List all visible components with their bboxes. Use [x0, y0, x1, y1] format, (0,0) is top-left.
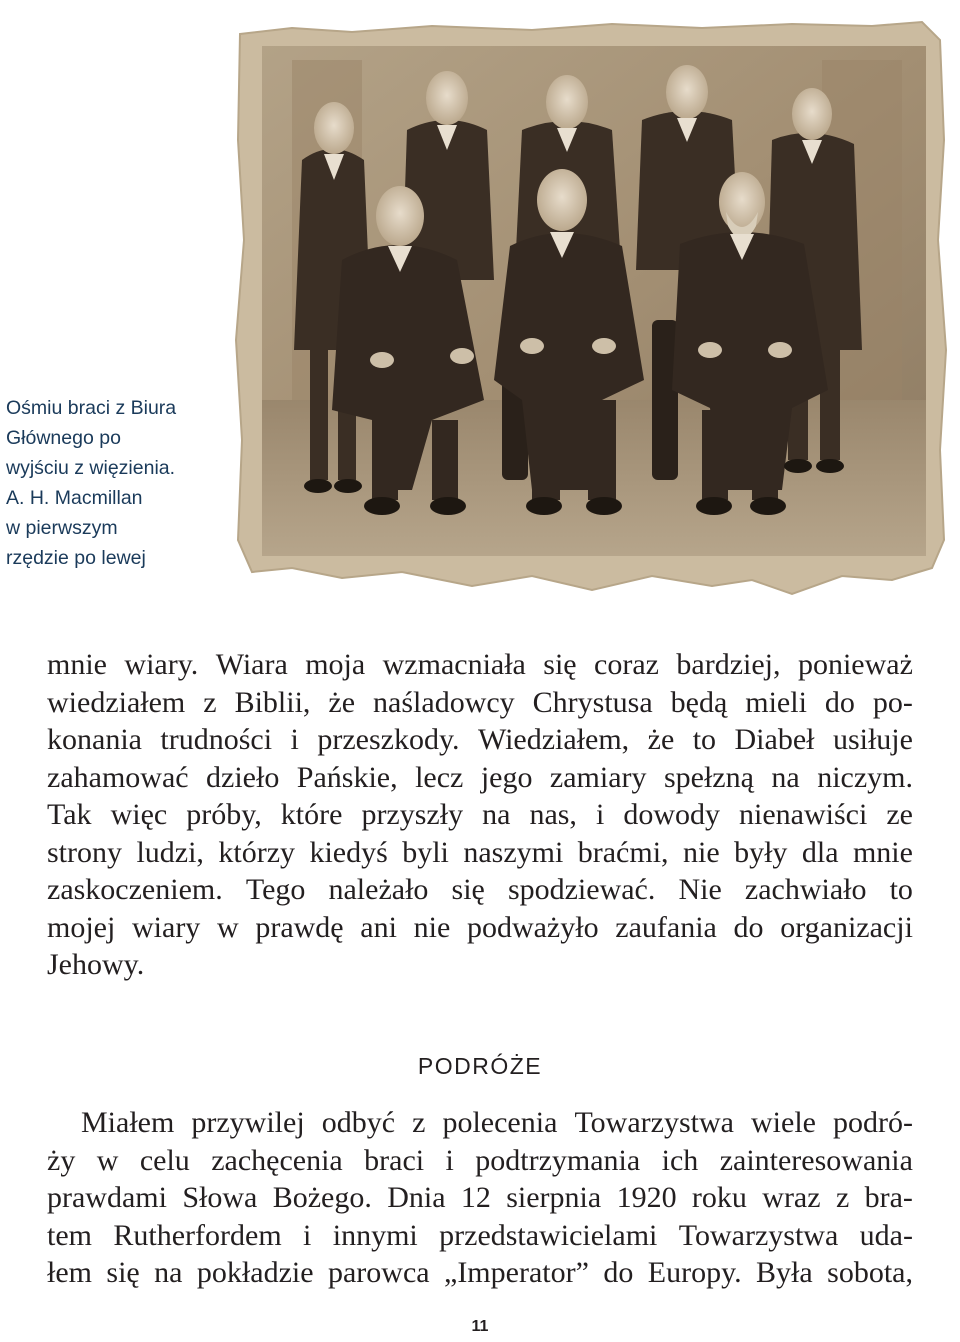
word: ży — [47, 1143, 76, 1177]
word: należało — [328, 873, 429, 906]
text-line — [47, 1217, 913, 1255]
word: braci — [364, 1143, 425, 1177]
word: do — [824, 685, 855, 719]
word: Biblii, — [234, 685, 311, 719]
word: organizacji — [780, 910, 913, 944]
word: Wiara — [215, 648, 288, 681]
word: wiary — [132, 910, 201, 944]
word: zahamować — [47, 760, 189, 794]
word: sierpnia — [506, 1181, 602, 1214]
word: Tak — [47, 798, 92, 831]
word: Dnia — [387, 1181, 446, 1214]
word: usiłuje — [832, 723, 913, 756]
text-line — [47, 946, 913, 984]
word: mojej — [47, 910, 116, 944]
word: na — [154, 1256, 183, 1289]
word: byli — [402, 835, 449, 869]
word: wiedziałem — [47, 685, 186, 719]
word: do — [733, 910, 764, 944]
word: zachwiało — [744, 873, 867, 906]
word: kiedyś — [309, 835, 388, 869]
word: bardziej, — [676, 648, 781, 681]
word: dzieło — [206, 760, 280, 794]
word: Tego — [245, 873, 306, 906]
body-paragraph-1 — [47, 646, 913, 984]
word: z — [412, 1106, 426, 1139]
text-line — [47, 796, 913, 834]
word: niczym. — [817, 760, 913, 794]
word: podró- — [833, 1106, 913, 1139]
word: Europy. — [647, 1256, 742, 1289]
word: sobota, — [827, 1256, 913, 1289]
word: wzmacniała — [382, 648, 526, 681]
word: wiele — [751, 1106, 816, 1139]
word: Miałem — [81, 1106, 175, 1139]
word: zaskoczeniem. — [47, 873, 223, 906]
word: ponieważ — [797, 648, 913, 681]
word: spodziewać. — [507, 873, 656, 906]
word: na — [482, 798, 511, 831]
word: Jehowy. — [47, 948, 145, 981]
word: lecz — [415, 760, 464, 794]
text-line — [47, 1179, 913, 1217]
word: polecenia — [442, 1106, 558, 1139]
word: więc — [110, 798, 168, 831]
word: się — [543, 648, 577, 681]
text-line — [47, 834, 913, 872]
word: 1920 — [616, 1181, 677, 1214]
word: po- — [872, 685, 913, 719]
text-line — [47, 1142, 913, 1180]
word: Nie — [678, 873, 722, 906]
word: spełzną — [663, 760, 754, 794]
word: parowca — [327, 1256, 430, 1289]
word: że — [328, 685, 356, 719]
word: tem — [47, 1218, 92, 1252]
word: się — [451, 873, 485, 906]
word: braćmi, — [577, 835, 669, 869]
word: naszymi — [463, 835, 564, 869]
word: ani — [360, 910, 397, 944]
caption-line: rzędzie po lewej — [6, 547, 146, 569]
word: przeszkody. — [317, 723, 460, 756]
body-paragraph-2 — [47, 1104, 913, 1292]
word: przedstawicielami — [439, 1218, 658, 1252]
text-line — [47, 871, 913, 909]
word: celu — [139, 1143, 190, 1177]
word: nie — [413, 910, 451, 944]
word: mnie — [47, 648, 107, 681]
word: ich — [661, 1143, 699, 1177]
word: uda- — [859, 1218, 913, 1252]
caption-line: Ośmiu braci z Biura — [6, 397, 177, 419]
word: Bożego. — [272, 1181, 372, 1214]
word: Słowa — [182, 1181, 258, 1214]
word: wraz — [762, 1181, 821, 1214]
word: które — [280, 798, 343, 831]
word: to — [692, 723, 717, 756]
word: Towarzystwa — [574, 1106, 734, 1139]
caption-line: w pierwszym — [6, 517, 118, 539]
word: wiary. — [124, 648, 199, 681]
word: mieli — [745, 685, 807, 719]
word: i — [445, 1143, 454, 1177]
word: się — [106, 1256, 140, 1289]
text-line — [47, 909, 913, 947]
word: przyszły — [361, 798, 464, 831]
word: przywilej — [191, 1106, 305, 1139]
word: zamiary — [549, 760, 647, 794]
word: do — [603, 1256, 634, 1289]
word: trudności — [160, 723, 273, 756]
word: w — [96, 1143, 119, 1177]
word: konania — [47, 723, 142, 756]
word: z — [203, 685, 217, 719]
word: Rutherfordem — [113, 1218, 282, 1252]
word: 12 — [460, 1181, 491, 1214]
word: nienawiści — [739, 798, 868, 831]
photo-caption — [6, 393, 226, 573]
page-number: 11 — [471, 1318, 489, 1335]
word: podważyło — [466, 910, 599, 944]
text-line — [47, 646, 913, 684]
word: w — [216, 910, 239, 944]
word: Pańskie, — [296, 760, 398, 794]
text-line — [47, 1254, 913, 1292]
word: na — [771, 760, 800, 794]
word: ze — [886, 798, 913, 831]
word: bra- — [864, 1181, 913, 1214]
word: prawdę — [255, 910, 344, 944]
word: mnie — [852, 835, 913, 869]
word: Diabeł — [734, 723, 815, 756]
word: dla — [801, 835, 839, 869]
word: i — [290, 723, 299, 756]
word: nas, — [529, 798, 577, 831]
word: zachęcenia — [211, 1143, 343, 1177]
word: łem — [47, 1256, 92, 1289]
word: prawdami — [47, 1181, 167, 1214]
word: innymi — [332, 1218, 418, 1252]
text-line — [47, 721, 913, 759]
caption-line: Głównego po — [6, 427, 121, 449]
word: próby, — [186, 798, 262, 831]
word: były — [734, 835, 788, 869]
word: jego — [480, 760, 533, 794]
word: strony — [47, 835, 122, 869]
text-line — [47, 684, 913, 722]
word: dowody — [623, 798, 720, 831]
section-heading: PODRÓŻE — [417, 1053, 543, 1079]
word: będą — [670, 685, 728, 719]
word: odbyć — [321, 1106, 396, 1139]
word: zainteresowania — [719, 1143, 913, 1177]
word: zaufania — [615, 910, 717, 944]
word: roku — [691, 1181, 747, 1214]
word: że — [647, 723, 675, 756]
word: Towarzystwa — [678, 1218, 839, 1252]
caption-line: A. H. Macmillan — [6, 487, 143, 509]
word: i — [303, 1218, 312, 1252]
word: ludzi, — [136, 835, 204, 869]
word: i — [595, 798, 605, 831]
word: którzy — [218, 835, 296, 869]
word: Była — [756, 1256, 813, 1289]
word: moja — [305, 648, 366, 681]
word: Chrystusa — [532, 685, 653, 719]
word: z — [835, 1181, 850, 1214]
group-photo — [232, 20, 948, 602]
word: coraz — [594, 648, 659, 681]
word: naśladowcy — [373, 685, 515, 719]
text-line — [47, 1104, 913, 1142]
caption-line: wyjściu z więzienia. — [6, 457, 176, 479]
text-line — [47, 759, 913, 797]
word: nie — [682, 835, 720, 869]
word: podtrzymania — [475, 1143, 641, 1177]
word: to — [889, 873, 913, 906]
word: Wiedziałem, — [477, 723, 630, 756]
word: „Imperator” — [444, 1256, 589, 1289]
word: pokładzie — [196, 1256, 314, 1289]
